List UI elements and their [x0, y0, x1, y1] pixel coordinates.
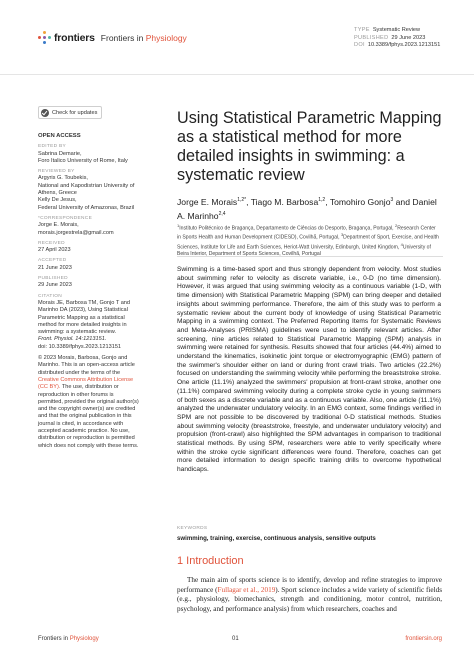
keywords-label: KEYWORDS [177, 526, 208, 531]
author[interactable]: Tiago M. Barbosa [250, 196, 319, 207]
email-link[interactable]: morais.jorgestrela@gmail.com [38, 229, 114, 236]
brand-name: frontiers [54, 31, 95, 44]
page-number: 01 [232, 636, 239, 642]
editor: Sabrina Demarie, Foro Italico University of Rome, Italy [38, 150, 128, 164]
check-icon [41, 109, 49, 117]
reviewers: Argyris G. Toubekis, National and Kapodistrian University of Athens, Greece Kelly De Jesus, Federal University of Amazonas, Brazil [38, 175, 135, 211]
copyright: © 2023 Morais, Barbosa, Gonjo and Marinho. This is an open-access article distributed under the terms of the Creative Commons Attribution License (CC BY). The use, distribution or reproduction in other forums is permitted, provided the original author(s) and the copyright owner(s) are credited and that the original publication in this journal is cited, in accordance with accepted academic practice. No use, distribution or reproduction is permitted which does not comply with these terms. [38, 355, 139, 449]
divider [177, 256, 443, 257]
received-date: 27 April 2023 [38, 247, 71, 254]
page-header [0, 0, 474, 75]
author[interactable]: Tomohiro Gonjo [329, 196, 391, 207]
frontiers-logo[interactable] [38, 31, 187, 44]
frontiers-logo-icon [38, 31, 51, 44]
article-meta: TYPE Systematic Review PUBLISHED 29 June 2023 DOI 10.3389/fphys.2023.1213151 [354, 27, 441, 49]
affiliations: $^1$Instituto Politécnico de Bragança, Departamento de Ciências do Desporto, Bragança, Portugal, $^2$Research Center in Sports Health and Human Development (CIDESD), Covilhã, Portugal, $^3$Department of Sport, Exercise, and Health Sciences, Institute for Life and Earth Sciences, Heriot-Watt University, Edinburgh, United Kingdom, $^4$University of Beira Interior, Department of Sports Sciences, Covilhã, Portugal [177, 223, 439, 258]
accepted-date: 21 June 2023 [38, 264, 72, 271]
intro-paragraph: The main aim of sports science is to identify, develop and refine strategies to improve performance (Fullagar et al., 2019). Sport science includes a wide variety of scientific fields (e.g., physiology, biomechanics, strength and conditioning, motor control, nutrition, psychology, and performance analysis) from which researchers, coaches and [177, 576, 442, 613]
license-link[interactable]: Creative Commons Attribution License [38, 376, 134, 383]
footer-site-link[interactable]: frontiersin.org [405, 636, 442, 642]
doi-link[interactable]: 10.3389/fphys.2023.1213151 [367, 42, 441, 49]
author-list: Jorge E. Morais$^{1,2*}$, Tiago M. Barbosa$^{1,2}$, Tomohiro Gonjo$^3$ and Daniel A. Marinho$^{2,4}$ [177, 196, 437, 221]
abstract: Swimming is a time-based sport and thus strongly dependent from velocity. Most studies about swimming refer to velocity as discrete variable, i.e., 0-D (no time dimension). However, it was argued that using swimming velocity as a continuous variable (1-D, with time dimension) with Statistical Parametric Mapping (SPM) can bring deeper and detailed insights about swimming performance. Therefore, the aim of this study was to perform a systematic review about the current body of knowledge of using Statistical Parametric Mapping in a swimming context. The Preferred Reporting Items for Systematic Reviews and Meta-Analyses (PRISMA) guidelines were used to identify relevant articles. After screening, nine articles related to Statistical Parametric Mapping (SPM) analysis in swimming were retained for synthesis. Results showed that four articles (44.4%) aimed to understand the kinematics, isokinetic joint torque or electromyographic (EMG) pattern of the swimmer's shoulder either on land or during front crawl trials. Two articles (22.2%) focused on understanding the swimming velocity while performing the breaststroke stroke. One article (11.1%) analyzed the swimmers' propulsion at front-crawl stroke, another one (11.1%) compared swimming velocity during a complete stroke cycle in young swimmers of both sexes as a discrete variable and as a continuous variable. Also, one article (11.1%) analyzed the underwater undulatory velocity. In an EMG context, some findings verified in SPM are not possible to be discovered by traditional 0-D statistical methods. Studies about swimming velocity (breaststroke, freestyle, and underwater undulatory velocity) and propulsion (front-crawl) also highlighted the SPM advantages in comparison to traditional statistical methods. By using SPM, researchers were able to verify specifically where within the stroke cycle significant differences were found. Therefore, coaches can get more detailed information to design specific training drills to overcome hypothetical handicaps. [177, 266, 441, 474]
keywords: swimming, training, exercise, continuous analysis, sensitive outputs [177, 535, 376, 542]
author[interactable]: Jorge E. Morais [177, 196, 238, 207]
section-heading: 1 Introduction [177, 555, 244, 567]
check-for-updates-button[interactable]: Check for updates [38, 106, 102, 119]
open-access-label: OPEN ACCESS [38, 133, 81, 139]
citation-link[interactable]: Fullagar et al., 2019 [217, 585, 276, 594]
citation: Morais JE, Barbosa TM, Gonjo T and Marinho DA (2023), Using Statistical Parametric Mapping as a statistical method for more detailed insights in swimming: a systematic review. Front. Physiol. 14:1213151. doi: 10.3389/fphys.2023.1213151 [38, 299, 131, 350]
correspondence: Jorge E. Morais, morais.jorgestrela@gmail.com [38, 222, 114, 236]
sidebar-info: OPEN ACCESS EDITED BY Sabrina Demarie, Foro Italico University of Rome, Italy REVIEWED BY Argyris G. Toubekis, National and Kapodistrian University of Athens, Greece Kelly De Jesus, Federal University of Amazonas, Brazil *CORRESPONDENCE Jorge E. Morais, morais.jorgestrela@gmail.com RECEIVED 27 April 2023 ACCEPTED 21 June 2023 PUBLISHED 29 June 2023 CITATION Morais JE, Barbosa TM, Gonjo T and Marinho DA (2023), Using Statistical Parametric Mapping as a statistical method for more detailed insights in swimming: a systematic review. Front. Physiol. 14:1213151. doi: 10.3389/fphys.2023.1213151 © 2023 Morais, Barbosa, Gonjo and Marinho. This is an open-access article distributed under the terms of the Creative Commons Attribution License (CC BY). The use, distribution or reproduction in other forums is permitted, provided the original author(s) and the copyright owner(s) are credited and that the original publication in this journal is cited, in accordance with accepted academic practice. No use, distribution or reproduction is permitted which does not comply with these terms. [38, 133, 150, 450]
license-link-abbrev[interactable]: (CC BY). [38, 384, 61, 391]
author[interactable]: Daniel A. Marinho [177, 196, 437, 221]
journal-name: Frontiers in Physiology [100, 32, 187, 43]
article-title: Using Statistical Parametric Mapping as a statistical method for more detailed insights in swimming: a systematic review [177, 109, 442, 184]
published-date: 29 June 2023 [38, 282, 72, 289]
footer-journal: Frontiers in Physiology [38, 636, 99, 642]
